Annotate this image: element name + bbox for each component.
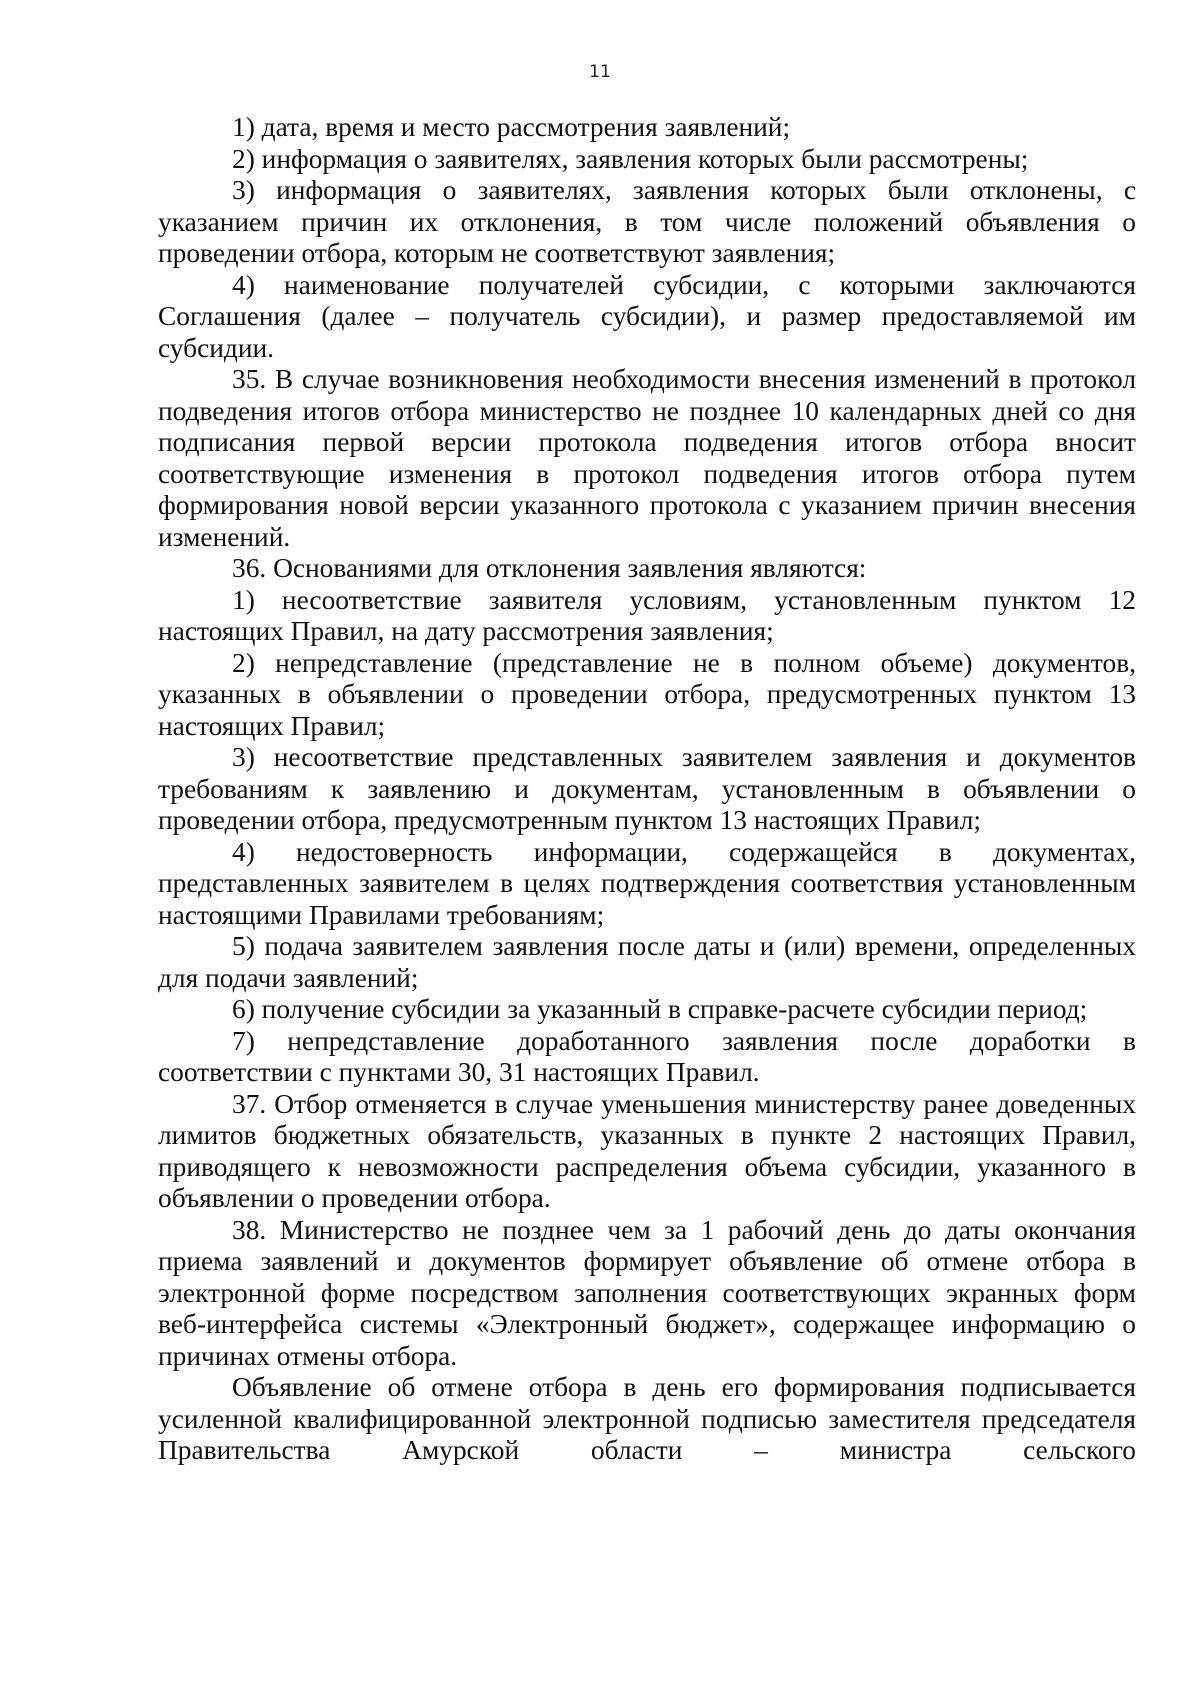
paragraph-3: 3) информация о заявителях, заявления которых были отклонены, с указанием причин их отклонения, в том числе положений объявления о проведении отбора, которым не соответствуют заявления;	[158, 175, 1136, 268]
paragraph-36-1: 1) несоответствие заявителя условиям, установленным пунктом 12 настоящих Правил, на дату рассмотрения заявления;	[158, 584, 1136, 646]
paragraph-36-4: 4) недостоверность информации, содержащейся в документах, представленных заявителем в целях подтверждения соответствия установленным настоящими Правилами требованиям;	[158, 836, 1136, 930]
paragraph-4: 4) наименование получателей субсидии, с которыми заключаются Соглашения (далее – получатель субсидии), и размер предоставляемой им субсидии.	[158, 269, 1136, 363]
paragraph-35: 35. В случае возникновения необходимости внесения изменений в протокол подведения итогов отбора министерство не позднее 10 календарных дней со дня подписания первой версии протокола подведения итогов отбора вносит соответствующие изменения в протокол подведения итогов отбора путем формирования новой версии указанного протокола с указанием причин внесения изменений.	[158, 364, 1136, 552]
document-body	[158, 112, 1136, 1467]
paragraph-36-3: 3) несоответствие представленных заявителем заявления и документов требованиям к заявлению и документам, установленным в объявлении о проведении отбора, предусмотренным пунктом 13 настоящих Правил;	[158, 742, 1136, 835]
paragraph-37: 37. Отбор отменяется в случае уменьшения министерству ранее доведенных лимитов бюджетных обязательств, указанных в пункте 2 настоящих Правил, приводящего к невозможности распределения объема субсидии, указанного в объявлении о проведении отбора.	[158, 1088, 1136, 1213]
paragraph-36-7: 7) непредставление доработанного заявления после доработки в соответствии с пунктами 30, 31 настоящих Правил.	[158, 1025, 1136, 1087]
paragraph-2: 2) информация о заявителях, заявления которых были рассмотрены;	[232, 143, 1029, 174]
paragraph-38-continuation: Объявление об отмене отбора в день его формирования подписывается усиленной квалифицированной электронной подписью заместителя председателя Правительства Амурской области – министра сельского	[158, 1372, 1136, 1465]
page-number: 11	[589, 62, 611, 82]
paragraph-36-5: 5) подача заявителем заявления после даты и (или) времени, определенных для подачи заявлений;	[158, 931, 1136, 993]
paragraph-36-6: 6) получение субсидии за указанный в справке-расчете субсидии период;	[232, 994, 1088, 1024]
paragraph-36-2: 2) непредставление (представление не в полном объеме) документов, указанных в объявлении о проведении отбора, предусмотренных пунктом 13 настоящих Правил;	[158, 647, 1136, 741]
paragraph-38: 38. Министерство не позднее чем за 1 рабочий день до даты окончания приема заявлений и документов формирует объявление об отмене отбора в электронной форме посредством заполнения соответствующих экранных форм веб-интерфейса системы «Электронный бюджет», содержащее информацию о причинах отмены отбора.	[158, 1214, 1136, 1371]
paragraph-1: 1) дата, время и место рассмотрения заявлений;	[232, 112, 791, 142]
paragraph-36: 36. Основаниями для отклонения заявления являются:	[232, 553, 867, 583]
